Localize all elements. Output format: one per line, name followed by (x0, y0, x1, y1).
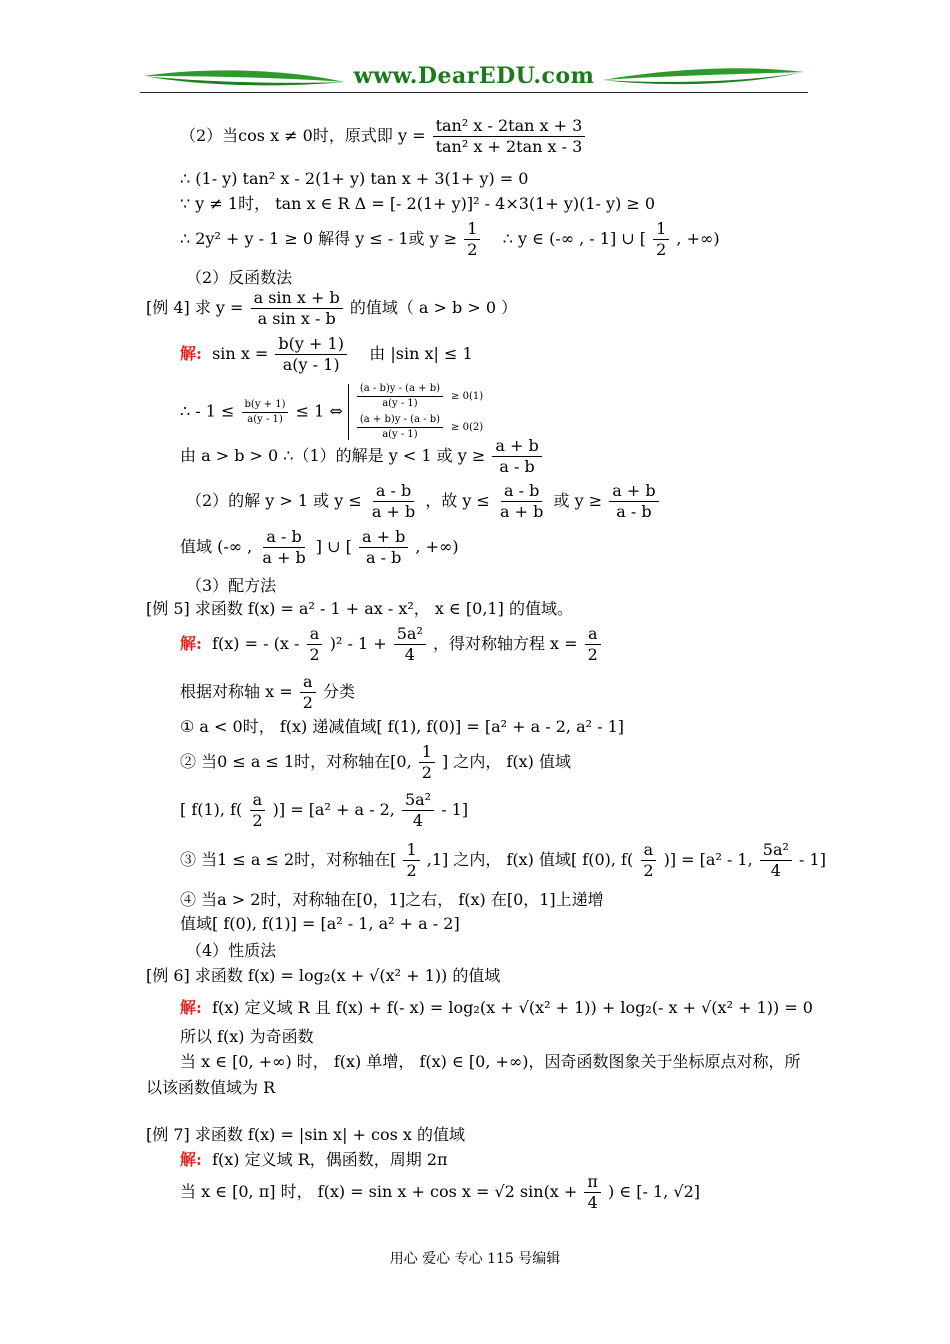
case-1: ① a < 0时， f(x) 递减值域[ f(1), f(0)] = [a² + a - 2, a² - 1] (180, 717, 625, 736)
solution-4-line-4: （2）的解 y > 1 或 y ≤ $\frac{a - b}{a + b}$ ，故 y ≤ $\frac{a - b}{a + b}$ 或 y ≥ $\frac{a + b}{a - b}$ (186, 483, 661, 520)
case-4-range: 值域[ f(0), f(1)] = [a² - 1, a² + a - 2] (180, 914, 460, 933)
header-rule (140, 92, 808, 93)
solution-7-line-1: 解: f(x) 定义域 R，偶函数，周期 2π (180, 1150, 448, 1169)
example-6: [例 6] 求函数 f(x) = log₂(x + √(x² + 1)) 的值域 (146, 966, 501, 985)
example-5: [例 5] 求函数 f(x) = a² - 1 + ax - x²， x ∈ [0,1] 的值域。 (146, 599, 573, 618)
solution-4-line-2: ∴ - 1 ≤ $\frac{b(y + 1)}{a(y - 1)}$ ≤ 1 ⇔ $\frac{(a - b)y - (a + b)}{a(y - 1)}$ ≥ 0(1) $\frac{(a + b)y - (a - b)}{a(y - 1)}$ ≥ 0(2) (180, 383, 484, 440)
case-4: ④ 当a > 2时，对称轴在[0，1]之右， f(x) 在[0，1]上递增 (180, 890, 604, 909)
line-3: ∵ y ≠ 1时， tan x ∈ R Δ = [- 2(1+ y)]² - 4×3(1+ y)(1- y) ≥ 0 (180, 194, 656, 213)
section-inverse-function: （2）反函数法 (186, 268, 293, 287)
line-2: ∴ (1- y) tan² x - 2(1+ y) tan x + 3(1+ y) = 0 (180, 169, 529, 188)
solution-6-line-4: 以该函数值域为 R (146, 1078, 276, 1097)
site-header (140, 62, 808, 96)
case-2-range: [ f(1), f( $\frac{a}{2}$ )] = [a² + a - 2, $\frac{\text{5a²}}{4}$ - 1] (180, 790, 469, 830)
site-title: www.DearEDU.com (353, 63, 595, 89)
solution-5-line-2: 根据对称轴 x = $\frac{a}{2}$ 分类 (180, 672, 355, 712)
section-property-method: （4）性质法 (186, 941, 277, 960)
solution-6-line-1: 解: f(x) 定义域 R 且 f(x) + f(- x) = log₂(x + √(x² + 1)) + log₂(- x + √(x² + 1)) = 0 (180, 998, 813, 1017)
solution-4-line-1: 解: sin x = $\frac{b(y + 1)}{a(y - 1)}$ 由 |sin x| ≤ 1 (180, 334, 473, 374)
case-2: ② 当0 ≤ a ≤ 1时，对称轴在[0, $\frac{1}{2}$ ] 之内， f(x) 值域 (180, 742, 571, 782)
example-4: [例 4] 求 y = $\frac{\text{a sin x + b}}{\text{a sin x - b}}$ 的值域（ a > b > 0 ） (146, 288, 518, 328)
solution-4-range: 值域 (-∞ , $\frac{a - b}{a + b}$ ] ∪ [ $\frac{a + b}{a - b}$ , +∞) (180, 527, 459, 567)
page-footer: 用心 爱心 专心 115 号编辑 (389, 1251, 561, 1267)
case-3: ③ 当1 ≤ a ≤ 2时，对称轴在[ $\frac{1}{2}$ ,1] 之内， f(x) 值域[ f(0), f( $\frac{a}{2}$ )] = [a² - 1, $\frac{\text{5a²}}{4}$ - 1] (180, 840, 826, 880)
line-4: ∴ 2y² + y - 1 ≥ 0 解得 y ≤ - 1或 y ≥ $\frac{1}{2}$ ∴ y ∈ (-∞ , - 1] ∪ [ $\frac{1}{2}$ , +∞) (180, 219, 720, 259)
solution-6-line-2: 所以 f(x) 为奇函数 (180, 1027, 314, 1046)
section-completing-square: （3）配方法 (186, 576, 277, 595)
solution-4-line-3: 由 a > b > 0 ∴（1）的解是 y < 1 或 y ≥ $\frac{a + b}{a - b}$ (180, 438, 544, 475)
solution-5-line-1: 解: f(x) = - (x - $\frac{a}{2}$ )² - 1 + $\frac{\text{5a²}}{4}$ ，得对称轴方程 x = $\frac{a}{2}$ (180, 626, 603, 663)
solution-7-line-2: 当 x ∈ [0, π] 时， f(x) = sin x + cos x = √2 sin(x + $\frac{\pi}{4}$ ) ∈ [- 1, √2] (180, 1172, 700, 1212)
solution-6-line-3: 当 x ∈ [0, +∞) 时， f(x) 单增， f(x) ∈ [0, +∞)，因奇函数图象关于坐标原点对称，所 (180, 1052, 801, 1071)
example-7: [例 7] 求函数 f(x) = |sin x| + cos x 的值域 (146, 1125, 466, 1144)
line-1: （2）当cos x ≠ 0时，原式即 y = $\frac{\text{tan² x - 2tan x + 3}}{\text{tan² x + 2tan x - 3}}$ (180, 118, 587, 155)
